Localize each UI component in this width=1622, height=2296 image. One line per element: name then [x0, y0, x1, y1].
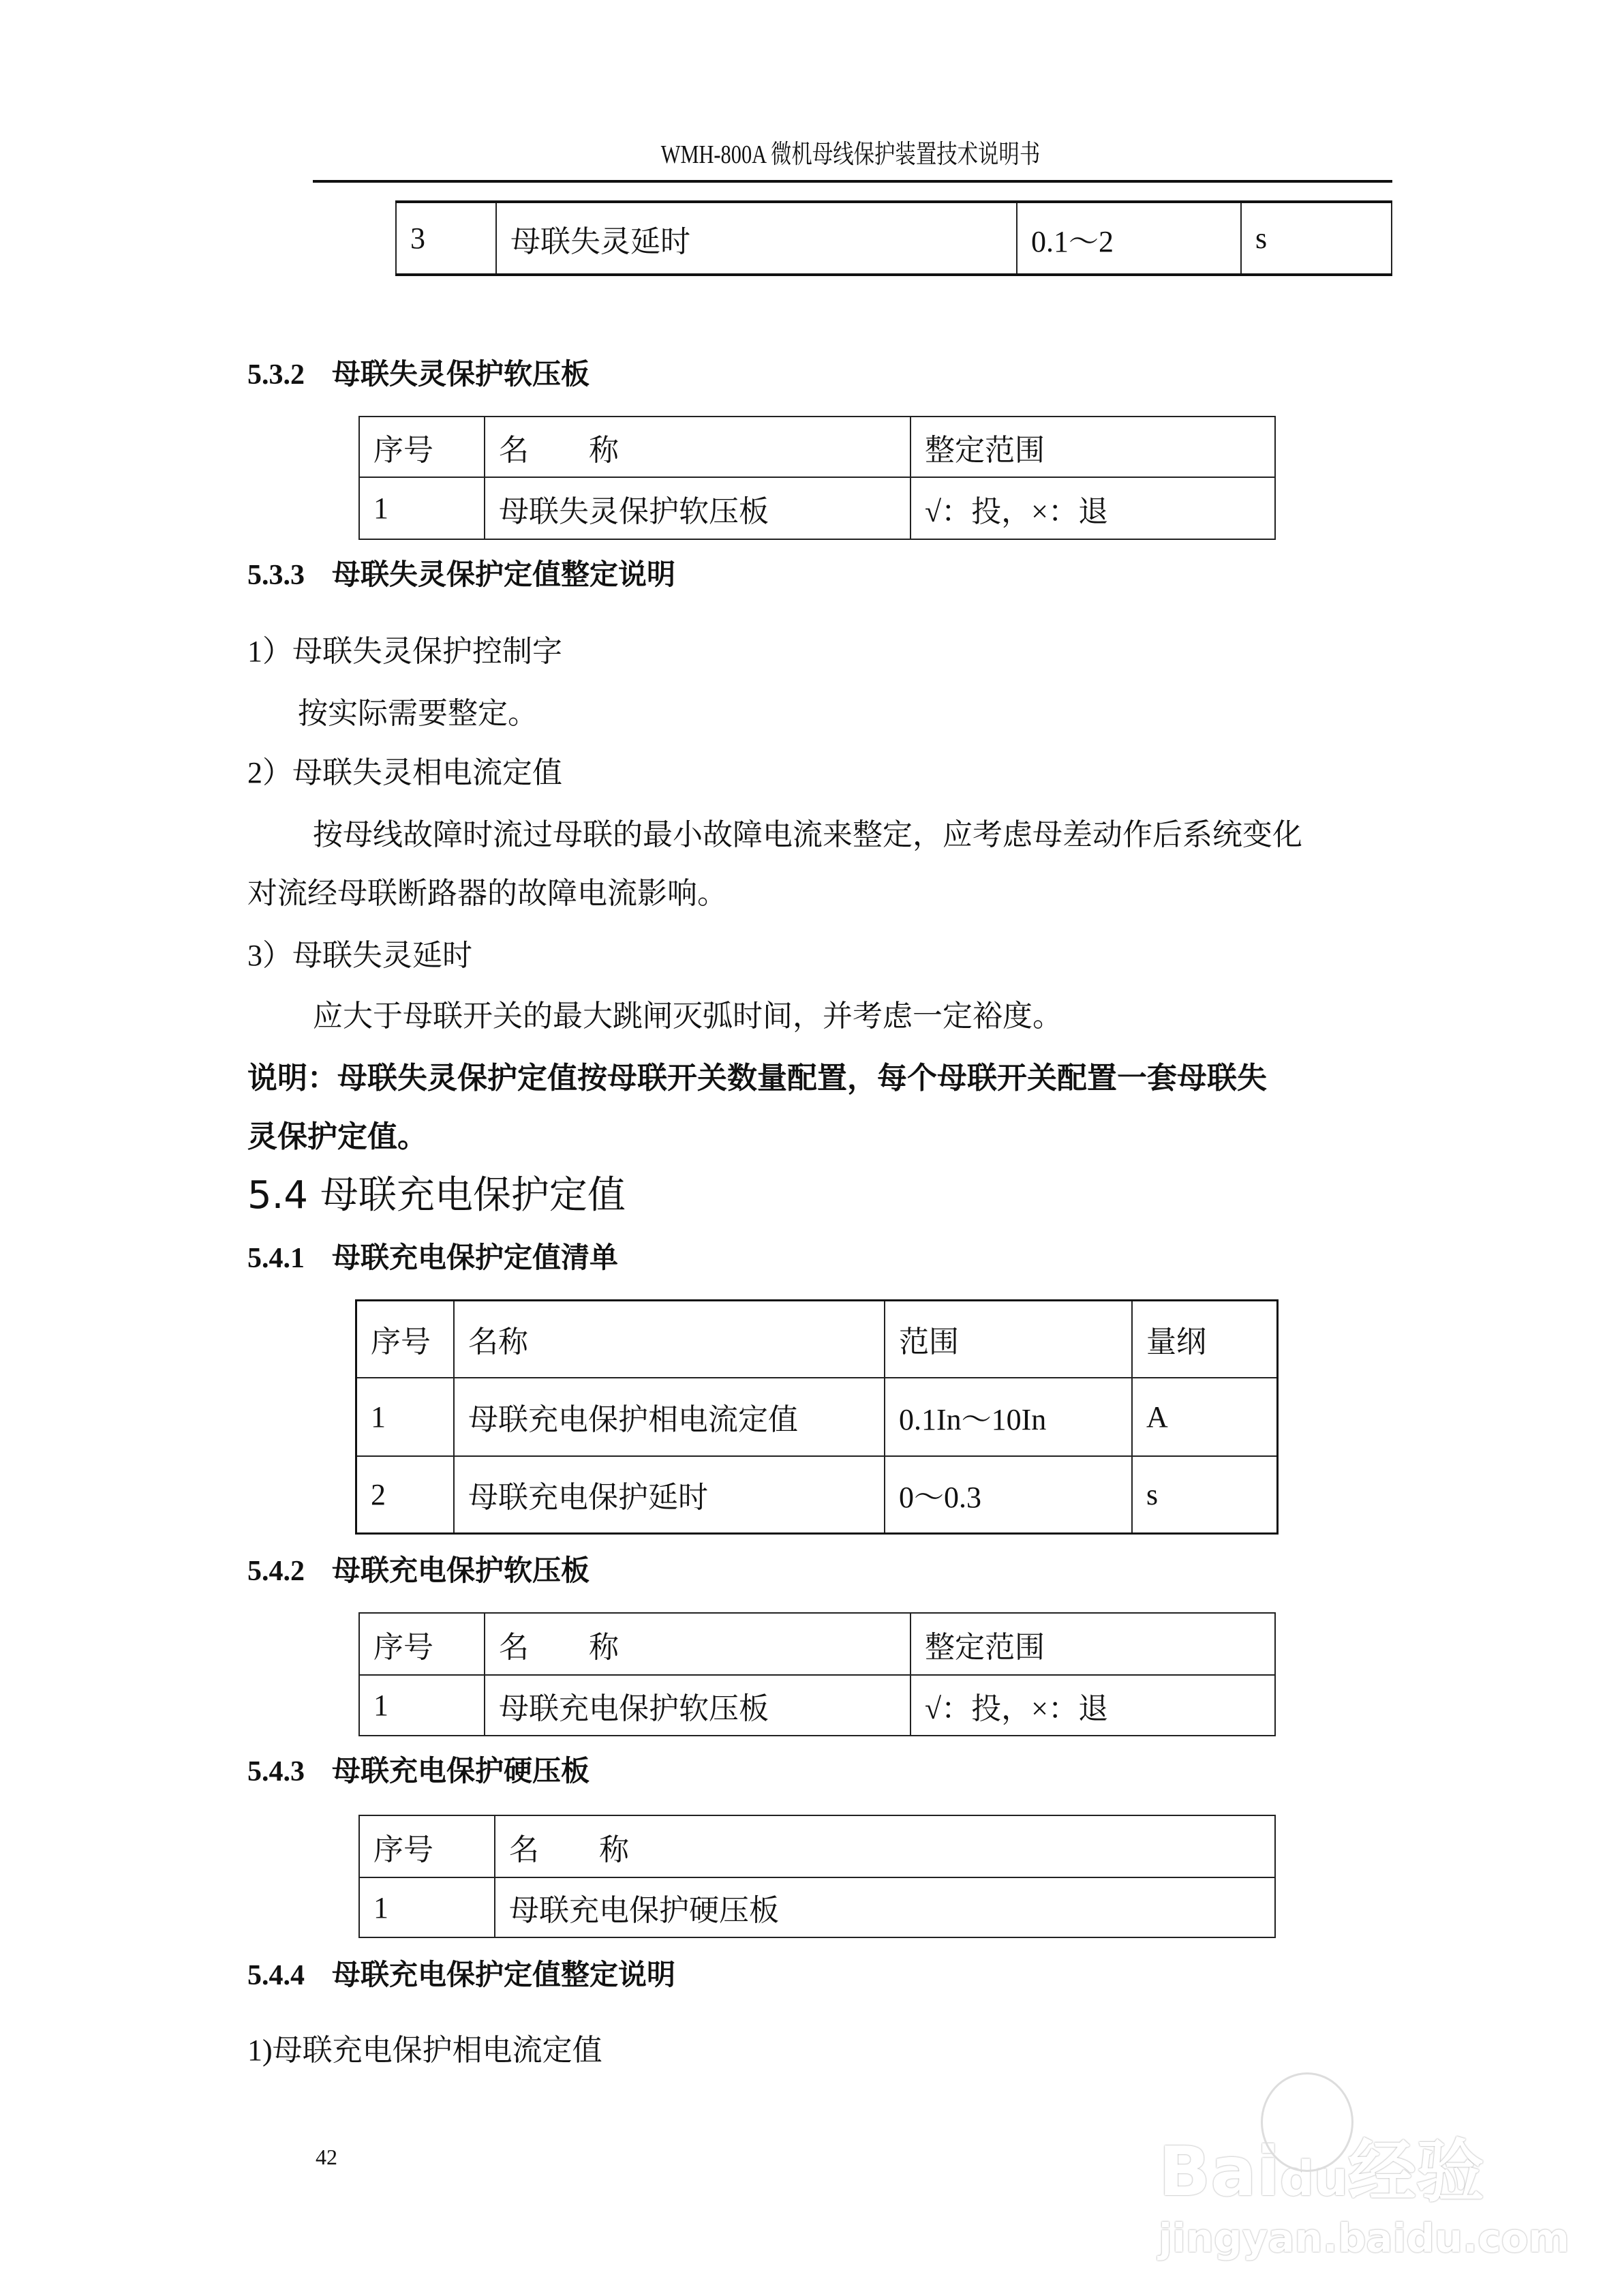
- watermark-url: jingyan.baidu.com: [1159, 2215, 1570, 2261]
- note: 说明：母联失灵保护定值按母联开关数量配置，每个母联开关配置一套母联失: [247, 1061, 1267, 1096]
- section-5-4-3-heading: 5.4.3 母联充电保护硬压板: [247, 1754, 590, 1787]
- section-5-4-4-heading: 5.4.4 母联充电保护定值整定说明: [247, 1958, 676, 1991]
- paw-icon: [1261, 2072, 1353, 2172]
- section-5-4-2-heading: 5.4.2 母联充电保护软压板: [247, 1554, 590, 1587]
- table-5-4-3: [358, 1815, 1276, 1938]
- header-rule: [313, 180, 1392, 183]
- list-item: 2）母联失灵相电流定值: [247, 756, 562, 789]
- cell: 母联失灵延时: [496, 202, 1017, 275]
- table-5-3-2: [358, 416, 1276, 540]
- table-row: [396, 202, 1392, 275]
- table-header-row: [359, 1613, 1275, 1675]
- list-item: 1）母联失灵保护控制字: [247, 635, 562, 668]
- cell: √：投，×：退: [911, 477, 1275, 539]
- list-item: 3）母联失灵延时: [247, 939, 472, 972]
- table-row: [359, 477, 1275, 539]
- table-5-4-2: [358, 1612, 1276, 1736]
- cell: 名称: [454, 1301, 885, 1378]
- paragraph: 按母线故障时流过母联的最小故障电流来整定，应考虑母差动作后系统变化: [313, 818, 1302, 851]
- table-row: [356, 1456, 1278, 1534]
- cell: 整定范围: [911, 1613, 1275, 1675]
- cell: 0.1In～10In: [885, 1378, 1132, 1456]
- paragraph: 按实际需要整定。: [298, 697, 538, 730]
- watermark-logo: Baidu经验: [1159, 2132, 1484, 2211]
- cell: A: [1132, 1378, 1278, 1456]
- cell: s: [1241, 202, 1392, 275]
- table-header-row: [356, 1301, 1278, 1378]
- cell: 序号: [359, 417, 485, 477]
- cell: 母联充电保护软压板: [485, 1675, 911, 1736]
- cell: 整定范围: [911, 417, 1275, 477]
- cell: 0～0.3: [885, 1456, 1132, 1534]
- cell: 3: [396, 202, 496, 275]
- cell: 母联失灵保护软压板: [485, 477, 911, 539]
- cell: 母联充电保护硬压板: [495, 1877, 1275, 1937]
- table-row: [359, 1675, 1275, 1736]
- cell: 母联充电保护相电流定值: [454, 1378, 885, 1456]
- cell: 序号: [356, 1301, 455, 1378]
- section-5-3-2-heading: 5.3.2 母联失灵保护软压板: [247, 357, 590, 391]
- paragraph: 应大于母联开关的最大跳闸灭弧时间，并考虑一定裕度。: [313, 999, 1062, 1033]
- cell: 名 称: [485, 417, 911, 477]
- section-5-4-heading: 5.4 母联充电保护定值: [247, 1173, 626, 1218]
- cell: 名 称: [485, 1613, 911, 1675]
- cell: 1: [356, 1378, 455, 1456]
- cell: 量纲: [1132, 1301, 1278, 1378]
- cell: 1: [359, 477, 485, 539]
- cell: 序号: [359, 1815, 495, 1877]
- running-header: WMH-800A 微机母线保护装置技术说明书: [660, 140, 1041, 169]
- cell: 母联充电保护延时: [454, 1456, 885, 1534]
- table-row: [359, 1877, 1275, 1937]
- cell: 序号: [359, 1613, 485, 1675]
- paragraph: 对流经母联断路器的故障电流影响。: [247, 877, 727, 910]
- cell: 1: [359, 1877, 495, 1937]
- section-5-4-1-heading: 5.4.1 母联充电保护定值清单: [247, 1241, 619, 1274]
- cell: 范围: [885, 1301, 1132, 1378]
- cell: 名 称: [495, 1815, 1275, 1877]
- table-header-row: [359, 1815, 1275, 1877]
- cell: 1: [359, 1675, 485, 1736]
- list-item: 1)母联充电保护相电流定值: [247, 2034, 602, 2067]
- cell: 0.1～2: [1017, 202, 1241, 275]
- table-header-row: [359, 417, 1275, 477]
- table-5-4-1: [355, 1299, 1279, 1535]
- table-row: [356, 1378, 1278, 1456]
- table-prev-continued: [395, 200, 1392, 276]
- section-5-3-3-heading: 5.3.3 母联失灵保护定值整定说明: [247, 558, 676, 591]
- baidu-watermark: [1159, 2059, 1570, 2261]
- note: 灵保护定值。: [247, 1119, 427, 1154]
- cell: √：投，×：退: [911, 1675, 1275, 1736]
- cell: s: [1132, 1456, 1278, 1534]
- cell: 2: [356, 1456, 455, 1534]
- page-number: 42: [316, 2145, 337, 2169]
